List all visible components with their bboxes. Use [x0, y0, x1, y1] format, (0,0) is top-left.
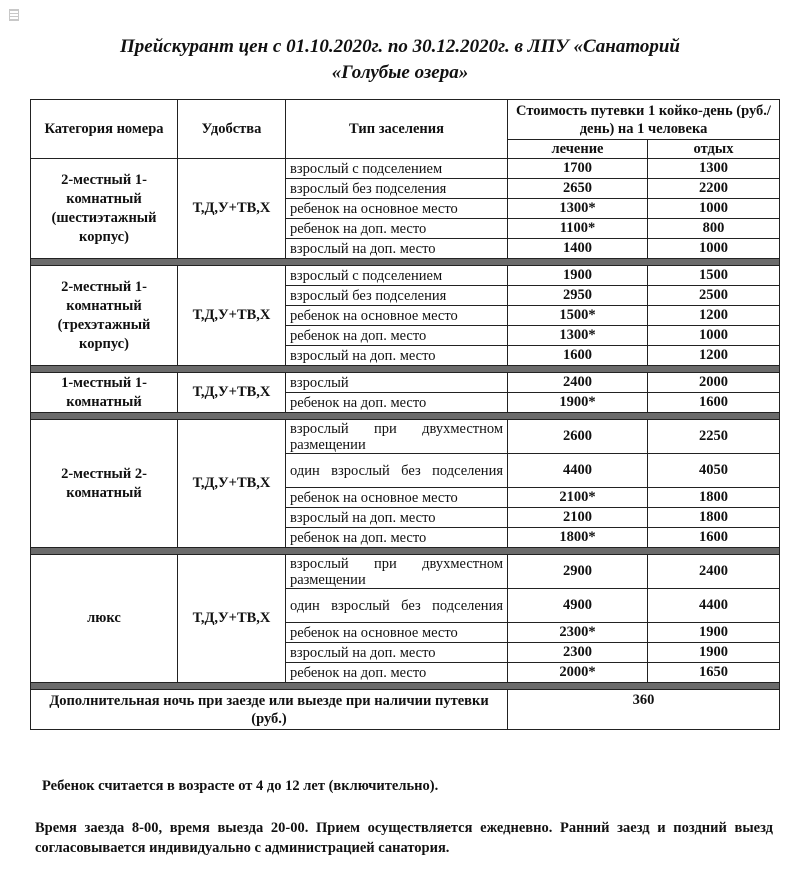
price-treatment: 2900: [508, 555, 648, 589]
header-rest: отдых: [648, 140, 780, 159]
room-category: люкс: [31, 555, 178, 683]
header-amenities: Удобства: [178, 100, 286, 159]
price-treatment: 4900: [508, 589, 648, 623]
occupancy-type: взрослый при двухместном размещении: [286, 555, 508, 589]
price-rest: 1500: [648, 266, 780, 286]
room-amenities: Т,Д,У+ТВ,Х: [178, 555, 286, 683]
occupancy-type: взрослый без подселения: [286, 179, 508, 199]
extra-night-row: [31, 690, 780, 730]
price-rest: 2000: [648, 373, 780, 393]
title-line-2: «Голубые озера»: [331, 62, 469, 83]
document-title: [40, 34, 760, 86]
occupancy-type: взрослый на доп. место: [286, 643, 508, 663]
group-separator: [31, 259, 780, 266]
price-rest: 1000: [648, 326, 780, 346]
separator-bar: [31, 683, 780, 690]
price-treatment: 1300*: [508, 199, 648, 219]
price-rest: 2200: [648, 179, 780, 199]
price-rest: 4400: [648, 589, 780, 623]
price-rest: 2250: [648, 420, 780, 454]
group-separator: [31, 548, 780, 555]
header-treatment: лечение: [508, 140, 648, 159]
occupancy-type: ребенок на основное место: [286, 199, 508, 219]
occupancy-type: взрослый без подселения: [286, 286, 508, 306]
child-age-note: Ребенок считается в возрасте от 4 до 12 лет (включительно).: [42, 778, 439, 794]
page-corner-icon: [9, 9, 19, 21]
price-rest: 800: [648, 219, 780, 239]
header-category: Категория номера: [31, 100, 178, 159]
occupancy-type: ребенок на основное место: [286, 488, 508, 508]
occupancy-type: ребенок на доп. место: [286, 528, 508, 548]
price-treatment: 2950: [508, 286, 648, 306]
header-cost: Стоимость путевки 1 койко-день (руб./день) на 1 человека: [508, 100, 780, 140]
occupancy-type: ребенок на доп. место: [286, 663, 508, 683]
occupancy-type: взрослый на доп. место: [286, 239, 508, 259]
room-amenities: Т,Д,У+ТВ,Х: [178, 266, 286, 366]
price-rest: 1900: [648, 623, 780, 643]
occupancy-type: один взрослый без подселения: [286, 589, 508, 623]
room-category: 1-местный 1-комнатный: [31, 373, 178, 413]
table-row: [31, 159, 780, 179]
price-rest: 4050: [648, 454, 780, 488]
price-treatment: 4400: [508, 454, 648, 488]
room-category: 2-местный 1-комнатный (шестиэтажный корпус): [31, 159, 178, 259]
price-treatment: 1900: [508, 266, 648, 286]
room-amenities: Т,Д,У+ТВ,Х: [178, 420, 286, 548]
price-treatment: 1300*: [508, 326, 648, 346]
occupancy-type: ребенок на доп. место: [286, 393, 508, 413]
price-rest: 1600: [648, 393, 780, 413]
price-treatment: 1900*: [508, 393, 648, 413]
price-treatment: 1100*: [508, 219, 648, 239]
price-treatment: 2300*: [508, 623, 648, 643]
room-category: 2-местный 2-комнатный: [31, 420, 178, 548]
price-rest: 1800: [648, 508, 780, 528]
occupancy-type: взрослый: [286, 373, 508, 393]
price-rest: 1200: [648, 346, 780, 366]
separator-bar: [31, 366, 780, 373]
group-separator: [31, 366, 780, 373]
occupancy-type: ребенок на доп. место: [286, 219, 508, 239]
price-rest: 1800: [648, 488, 780, 508]
price-rest: 2500: [648, 286, 780, 306]
header-occupancy: Тип заселения: [286, 100, 508, 159]
extra-night-label: Дополнительная ночь при заезде или выезде при наличии путевки (руб.): [31, 690, 508, 730]
price-treatment: 1400: [508, 239, 648, 259]
price-rest: 1200: [648, 306, 780, 326]
occupancy-type: взрослый с подселением: [286, 159, 508, 179]
table-row: [31, 373, 780, 393]
occupancy-type: ребенок на доп. место: [286, 326, 508, 346]
occupancy-type: взрослый с подселением: [286, 266, 508, 286]
price-treatment: 2400: [508, 373, 648, 393]
separator-bar: [31, 548, 780, 555]
occupancy-type: один взрослый без подселения: [286, 454, 508, 488]
price-rest: 1000: [648, 239, 780, 259]
occupancy-type: ребенок на основное место: [286, 623, 508, 643]
extra-night-price: 360: [508, 690, 780, 730]
price-rest: 1900: [648, 643, 780, 663]
price-rest: 1600: [648, 528, 780, 548]
separator-bar: [31, 259, 780, 266]
table-row: [31, 555, 780, 589]
room-category: 2-местный 1-комнатный (трехэтажный корпус): [31, 266, 178, 366]
price-rest: 1000: [648, 199, 780, 219]
room-amenities: Т,Д,У+ТВ,Х: [178, 373, 286, 413]
occupancy-type: взрослый при двухместном размещении: [286, 420, 508, 454]
price-treatment: 1800*: [508, 528, 648, 548]
occupancy-type: взрослый на доп. место: [286, 346, 508, 366]
group-separator: [31, 683, 780, 690]
room-amenities: Т,Д,У+ТВ,Х: [178, 159, 286, 259]
price-treatment: 2650: [508, 179, 648, 199]
separator-bar: [31, 413, 780, 420]
price-treatment: 2600: [508, 420, 648, 454]
title-line-1: Прейскурант цен с 01.10.2020г. по 30.12.2020г. в ЛПУ «Санаторий: [120, 36, 680, 57]
occupancy-type: ребенок на основное место: [286, 306, 508, 326]
price-treatment: 2000*: [508, 663, 648, 683]
price-rest: 2400: [648, 555, 780, 589]
price-treatment: 2300: [508, 643, 648, 663]
price-treatment: 1700: [508, 159, 648, 179]
occupancy-type: взрослый на доп. место: [286, 508, 508, 528]
price-treatment: 1500*: [508, 306, 648, 326]
table-row: [31, 266, 780, 286]
price-treatment: 2100*: [508, 488, 648, 508]
group-separator: [31, 413, 780, 420]
price-treatment: 2100: [508, 508, 648, 528]
table-row: [31, 420, 780, 454]
price-table: [30, 99, 780, 730]
price-rest: 1650: [648, 663, 780, 683]
schedule-note: Время заезда 8-00, время выезда 20-00. Прием осуществляется ежедневно. Ранний заезд и поздний выезд согласовывается индивидуально с администрацией санатория.: [35, 820, 773, 856]
price-rest: 1300: [648, 159, 780, 179]
price-treatment: 1600: [508, 346, 648, 366]
